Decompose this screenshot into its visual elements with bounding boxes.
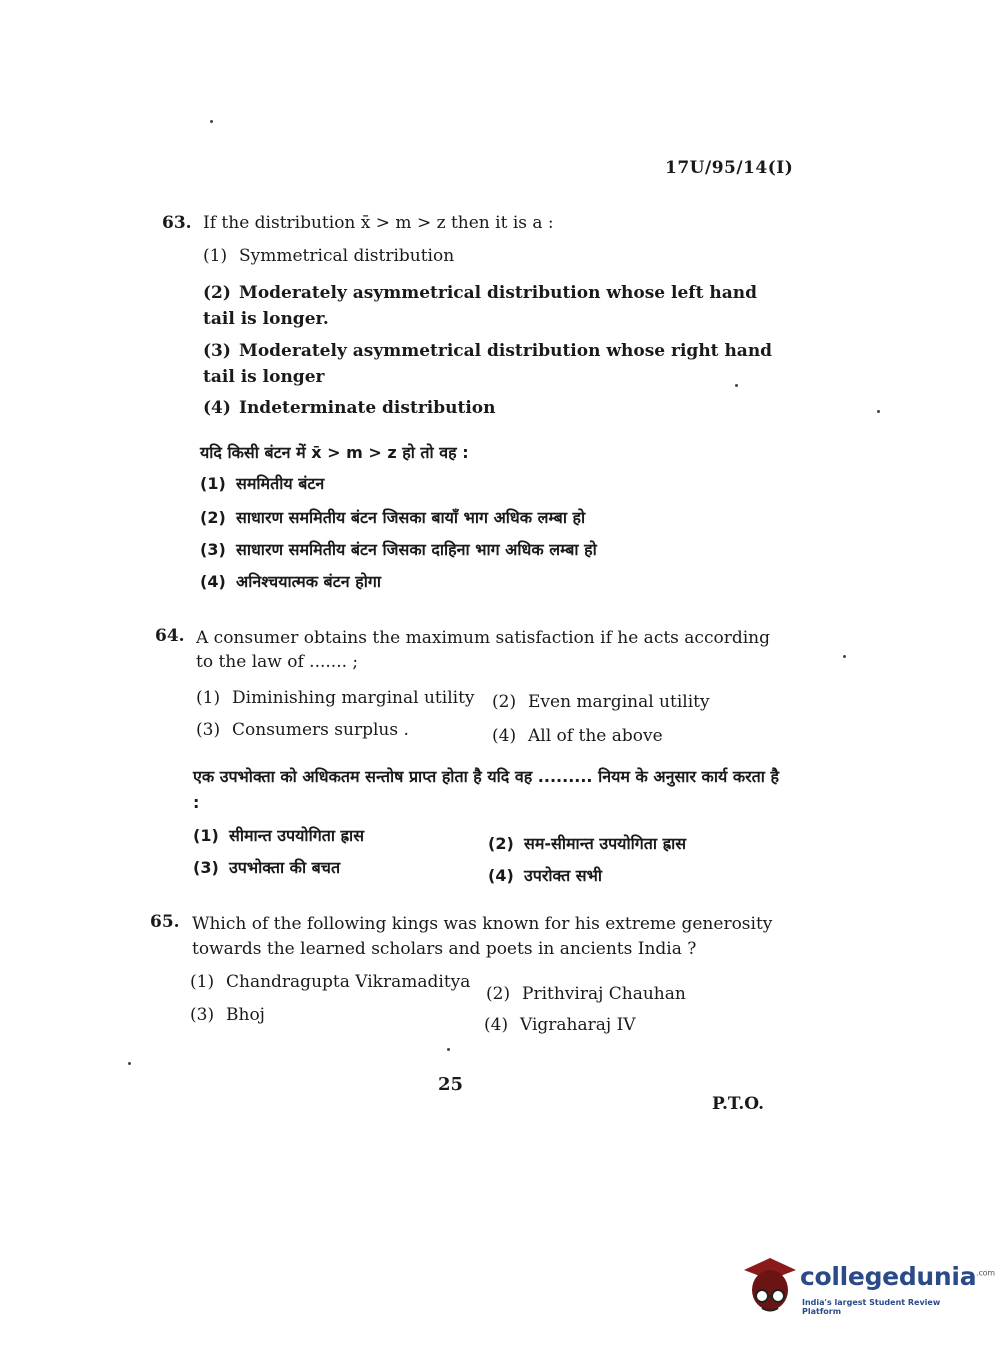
option-number: (2) [486,984,511,1004]
q64-hindi-option-1 [193,824,364,846]
option-text: All of the above [528,726,663,746]
question-65-number: 65. [150,912,180,932]
scan-speck [447,1048,450,1051]
option-text: Even marginal utility [528,692,710,712]
option-text: Vigraharaj IV [520,1015,636,1035]
option-text: सममितीय बंटन [236,474,325,493]
option-text: Symmetrical distribution [239,246,455,266]
scan-speck [843,655,846,658]
option-text: Moderately asymmetrical distribution whose left hand tail is longer. [203,283,757,329]
option-number: (1) [200,474,226,493]
option-number: (2) [203,283,231,303]
question-64-text: A consumer obtains the maximum satisfaction if he acts according to the law of ....... ; [196,628,770,672]
option-text: सम-सीमान्त उपयोगिता ह्रास [524,834,687,853]
option-number: (2) [200,508,226,527]
option-number: (2) [492,692,517,712]
option-number: (4) [488,866,514,885]
collegedunia-logo [740,1250,995,1320]
q64-hindi-option-2 [488,832,686,854]
question-64-number: 64. [155,626,185,646]
scan-speck [128,1062,131,1065]
option-text: Bhoj [226,1005,265,1025]
option-number: (3) [190,1005,215,1025]
q63-hindi-option-2 [200,506,585,528]
q64-option-2 [492,692,710,712]
option-text: साधारण सममितीय बंटन जिसका दाहिना भाग अधिक लम्बा हो [236,540,597,559]
option-text: Moderately asymmetrical distribution whose right hand tail is longer [203,341,773,387]
option-number: (3) [200,540,226,559]
option-number: (4) [484,1015,509,1035]
q63-hindi-option-3 [200,538,597,560]
option-number: (1) [203,246,228,266]
q65-option-2 [486,984,686,1004]
q65-option-1 [190,972,470,992]
question-65-text: Which of the following kings was known for his extreme generosity towards the learned scholars and poets in ancients India ? [192,914,773,959]
option-text: Consumers surplus . [232,720,409,740]
q63-option-2 [203,280,793,332]
option-text: अनिश्चयात्मक बंटन होगा [236,572,381,591]
option-text: Diminishing marginal utility [232,688,475,708]
brand-domain: .com [976,1268,995,1278]
option-number: (1) [193,826,219,845]
option-number: (4) [203,398,231,418]
q63-option-4 [203,398,496,418]
q64-hindi-text: एक उपभोक्ता को अधिकतम सन्तोष प्राप्त होता है यदि वह ......... नियम के अनुसार कार्य करता है : [193,767,780,812]
option-number: (2) [488,834,514,853]
option-number: (3) [203,341,231,361]
scan-speck [735,384,738,387]
paper-code: 17U/95/14(I) [665,158,794,178]
q65-option-3 [190,1005,265,1025]
logo-tagline: India's largest Student Review Platform [802,1298,941,1316]
pto-label: P.T.O. [712,1094,764,1114]
option-number: (3) [196,720,221,740]
option-text: साधारण सममितीय बंटन जिसका बायाँ भाग अधिक लम्बा हो [236,508,586,527]
option-text: Prithviraj Chauhan [522,984,686,1004]
q65-option-4 [484,1015,636,1035]
option-text: Chandragupta Vikramaditya [226,972,471,992]
option-number: (4) [200,572,226,591]
q63-option-1 [203,246,454,266]
option-number: (1) [196,688,221,708]
brand-text: collegedunia [800,1262,977,1291]
q63-option-3 [203,338,793,390]
q63-hindi-text: यदि किसी बंटन में x̄ > m > z हो तो वह : [200,443,469,462]
q64-hindi-option-3 [193,856,340,878]
q64-option-1 [196,688,475,708]
q64-option-3 [196,720,409,740]
option-text: सीमान्त उपयोगिता ह्रास [229,826,365,845]
question-63-number: 63. [162,213,192,233]
mascot-icon [740,1250,798,1320]
logo-brand [800,1262,995,1291]
option-text: उपरोक्त सभी [524,866,603,885]
q63-hindi-option-4 [200,570,381,592]
scan-speck [877,410,880,413]
option-number: (1) [190,972,215,992]
page-number: 25 [438,1074,464,1095]
q64-hindi-option-4 [488,864,602,886]
option-text: उपभोक्ता की बचत [229,858,341,877]
q63-hindi-option-1 [200,472,324,494]
scan-speck [210,120,213,123]
q64-option-4 [492,726,663,746]
question-63-text: If the distribution x̄ > m > z then it is a : [203,213,554,233]
option-number: (3) [193,858,219,877]
option-number: (4) [492,726,517,746]
option-text: Indeterminate distribution [239,398,496,418]
